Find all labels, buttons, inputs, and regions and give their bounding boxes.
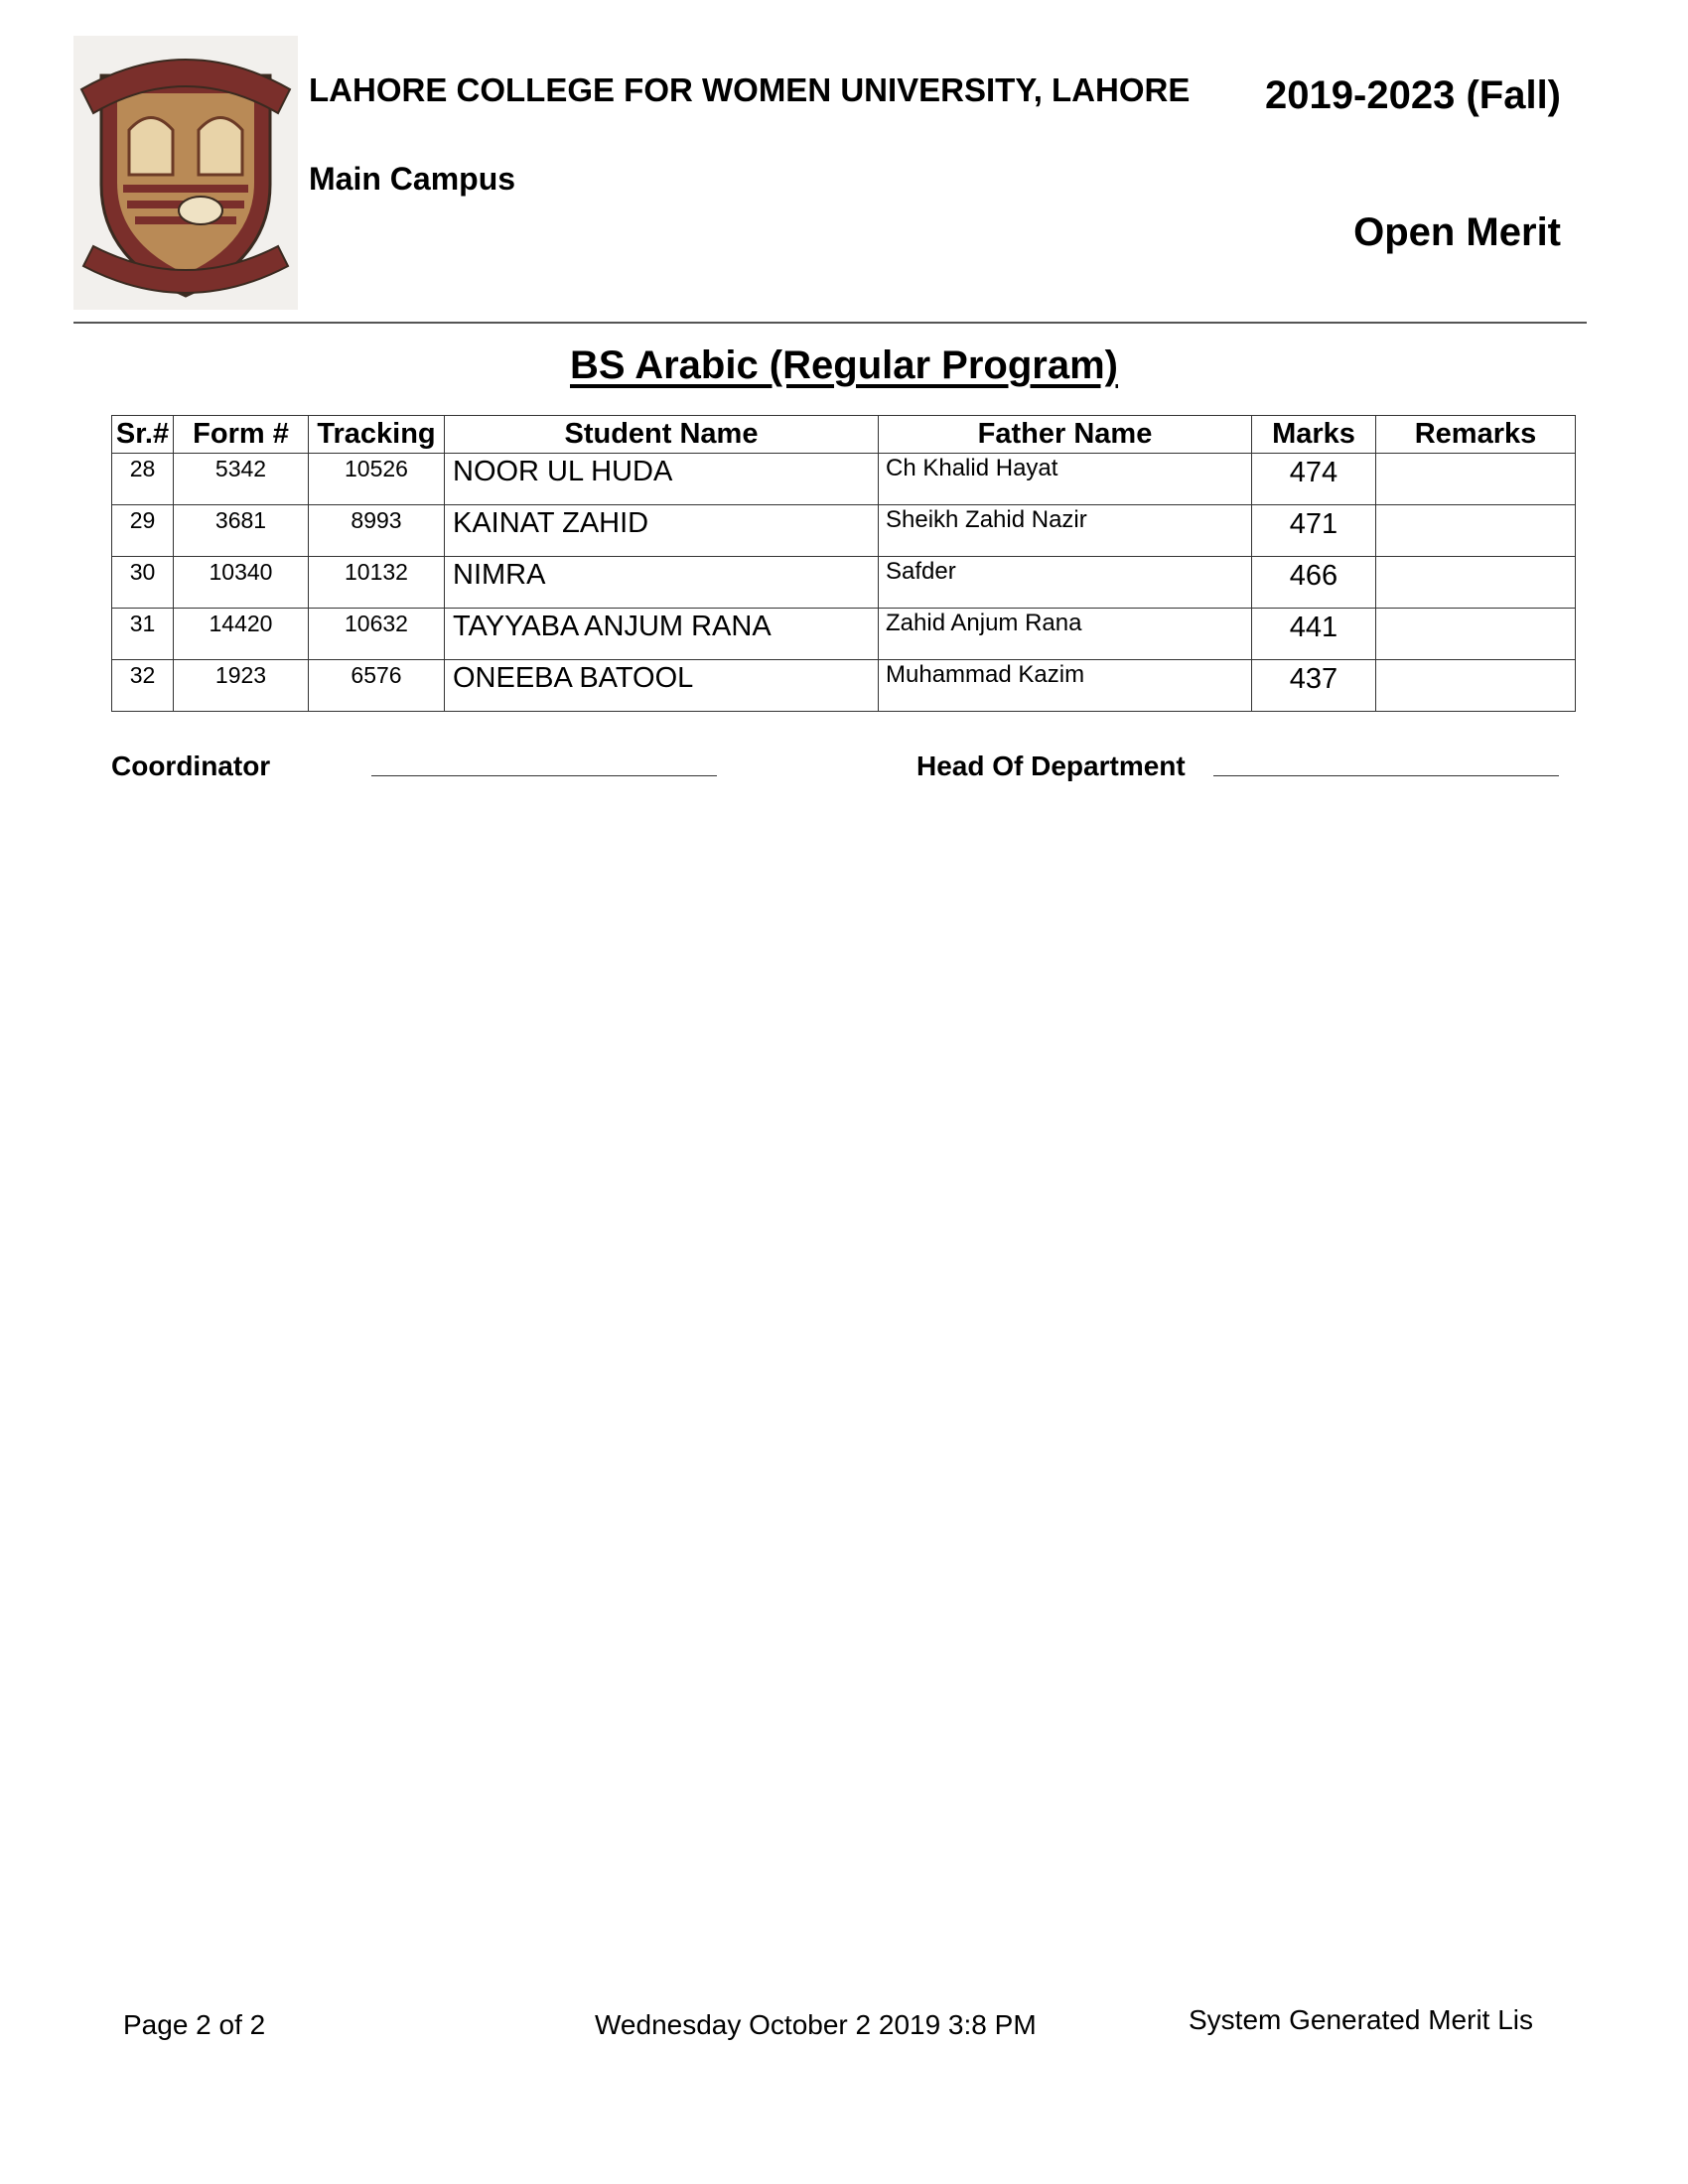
cell-remarks: [1376, 505, 1576, 557]
session-label: 2019-2023 (Fall): [1265, 73, 1561, 117]
hod-signature-line: [1213, 775, 1559, 776]
cell-father-name: Sheikh Zahid Nazir: [879, 505, 1252, 557]
cell-marks: 466: [1252, 557, 1376, 609]
cell-form: 5342: [174, 454, 309, 505]
generated-timestamp: Wednesday October 2 2019 3:8 PM: [595, 2009, 1037, 2040]
cell-remarks: [1376, 557, 1576, 609]
cell-marks: 474: [1252, 454, 1376, 505]
cell-sr: 28: [112, 454, 174, 505]
university-name: LAHORE COLLEGE FOR WOMEN UNIVERSITY, LAHORE: [309, 71, 1191, 108]
university-logo: [73, 36, 298, 310]
cell-marks: 441: [1252, 609, 1376, 660]
cell-student-name: NOOR UL HUDA: [445, 454, 879, 505]
table-row: [112, 454, 1576, 505]
table-row: [112, 557, 1576, 609]
table-row: [112, 660, 1576, 712]
column-header-student-name: Student Name: [445, 416, 879, 454]
cell-form: 10340: [174, 557, 309, 609]
column-header-remarks: Remarks: [1376, 416, 1576, 454]
column-header-marks: Marks: [1252, 416, 1376, 454]
column-header-form: Form #: [174, 416, 309, 454]
cell-form: 3681: [174, 505, 309, 557]
table-row: [112, 505, 1576, 557]
campus-name: Main Campus: [309, 161, 516, 197]
cell-father-name: Zahid Anjum Rana: [879, 609, 1252, 660]
header-divider: [73, 322, 1587, 324]
cell-tracking: 10132: [309, 557, 445, 609]
cell-sr: 32: [112, 660, 174, 712]
cell-father-name: Safder: [879, 557, 1252, 609]
cell-sr: 29: [112, 505, 174, 557]
cell-student-name: KAINAT ZAHID: [445, 505, 879, 557]
table-header-row: [112, 416, 1576, 454]
column-header-sr: Sr.#: [112, 416, 174, 454]
cell-sr: 31: [112, 609, 174, 660]
hod-label: Head Of Department: [916, 751, 1186, 781]
column-header-father-name: Father Name: [879, 416, 1252, 454]
table-row: [112, 609, 1576, 660]
cell-form: 14420: [174, 609, 309, 660]
column-header-tracking: Tracking: [309, 416, 445, 454]
cell-tracking: 10632: [309, 609, 445, 660]
cell-remarks: [1376, 660, 1576, 712]
cell-sr: 30: [112, 557, 174, 609]
coordinator-signature-line: [371, 775, 717, 776]
cell-marks: 437: [1252, 660, 1376, 712]
cell-father-name: Muhammad Kazim: [879, 660, 1252, 712]
cell-tracking: 10526: [309, 454, 445, 505]
cell-tracking: 6576: [309, 660, 445, 712]
merit-list-table: [111, 415, 1576, 712]
cell-father-name: Ch Khalid Hayat: [879, 454, 1252, 505]
program-title: BS Arabic (Regular Program): [570, 343, 1118, 387]
cell-student-name: NIMRA: [445, 557, 879, 609]
system-generated-note: System Generated Merit Lis: [1189, 2004, 1534, 2035]
cell-tracking: 8993: [309, 505, 445, 557]
cell-form: 1923: [174, 660, 309, 712]
cell-marks: 471: [1252, 505, 1376, 557]
cell-remarks: [1376, 454, 1576, 505]
cell-student-name: ONEEBA BATOOL: [445, 660, 879, 712]
cell-remarks: [1376, 609, 1576, 660]
page-number: Page 2 of 2: [123, 2009, 266, 2040]
merit-type-label: Open Merit: [1353, 210, 1561, 254]
coordinator-label: Coordinator: [111, 751, 271, 781]
cell-student-name: TAYYABA ANJUM RANA: [445, 609, 879, 660]
